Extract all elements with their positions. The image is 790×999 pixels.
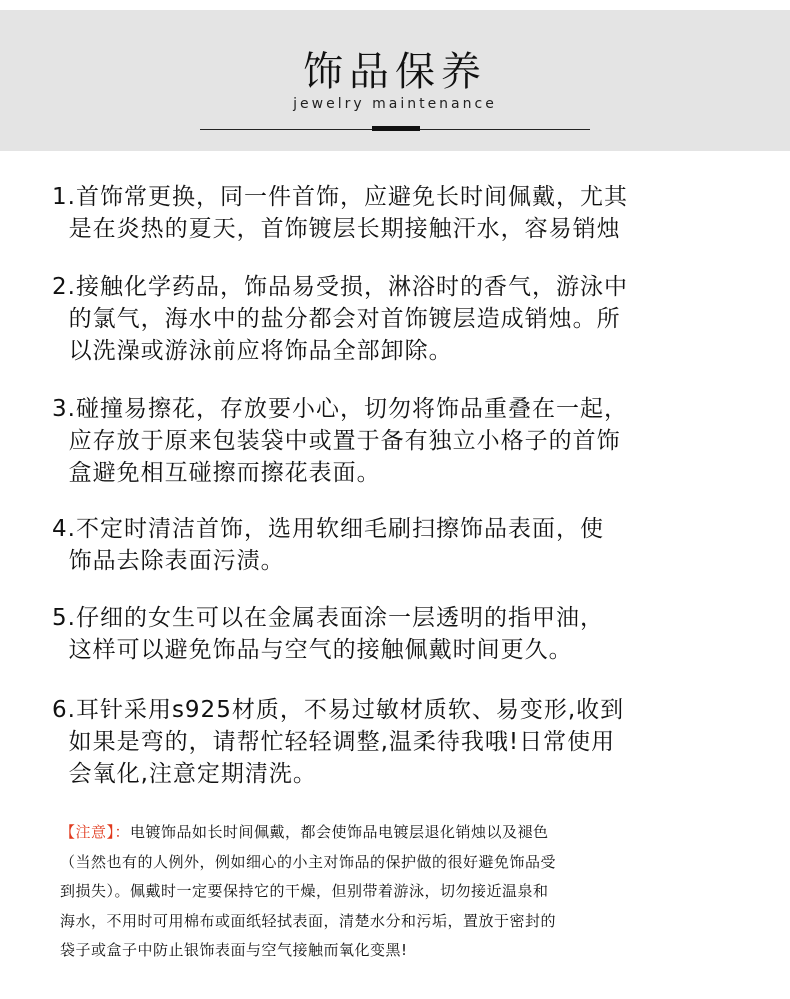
divider-accent	[372, 126, 420, 131]
tip-item-5: 5.仔细的女生可以在金属表面涂一层透明的指甲油， 这样可以避免饰品与空气的接触佩戴时间更久。	[52, 605, 604, 663]
tip-item-4: 4.不定时清洁首饰，选用软细毛刷扫擦饰品表面，使 饰品去除表面污渍。	[52, 516, 604, 574]
header-banner	[0, 10, 790, 151]
tip-item-1: 1.首饰常更换，同一件首饰，应避免长时间佩戴，尤其 是在炎热的夏天，首饰镀层长期接触汗水，容易销烛	[52, 184, 628, 242]
page-subtitle: jewelry maintenance	[293, 96, 497, 112]
tip-item-6: 6.耳针采用s925材质，不易过敏材质软、易变形,收到 如果是弯的，请帮忙轻轻调整,温柔待我哦!日常使用 会氧化,注意定期清洗。	[52, 697, 625, 787]
notice-line-3: 到损失）。佩戴时一定要保持它的干燥，但别带着游泳，切勿接近温泉和	[60, 882, 549, 900]
notice-line-4: 海水，不用时可用棉布或面纸轻拭表面，清楚水分和污垢，置放于密封的	[60, 911, 557, 930]
tip-item-2: 2.接触化学药品，饰品易受损，淋浴时的香气，游泳中 的氯气，海水中的盐分都会对首饰镀层造成销烛。所 以洗澡或游泳前应将饰品全部卸除。	[52, 274, 628, 364]
notice-line-5: 袋子或盒子中防止银饰表面与空气接触而氧化变黑!	[60, 941, 408, 959]
notice-line-2: （当然也有的人例外，例如细心的小主对饰品的保护做的很好避免饰品受	[60, 852, 557, 871]
notice-line-1	[60, 818, 740, 848]
notice-text-1: 电镀饰品如长时间佩戴，都会使饰品电镀层退化销烛以及褪色	[130, 823, 549, 841]
page-title: 饰品保养	[303, 49, 487, 95]
tip-item-3: 3.碰撞易擦花，存放要小心，切勿将饰品重叠在一起， 应存放于原来包装袋中或置于备有独立小格子的首饰 盒避免相互碰擦而擦花表面。	[52, 396, 628, 486]
notice-label: 【注意】：	[60, 823, 131, 841]
notice-paragraph	[60, 818, 740, 966]
